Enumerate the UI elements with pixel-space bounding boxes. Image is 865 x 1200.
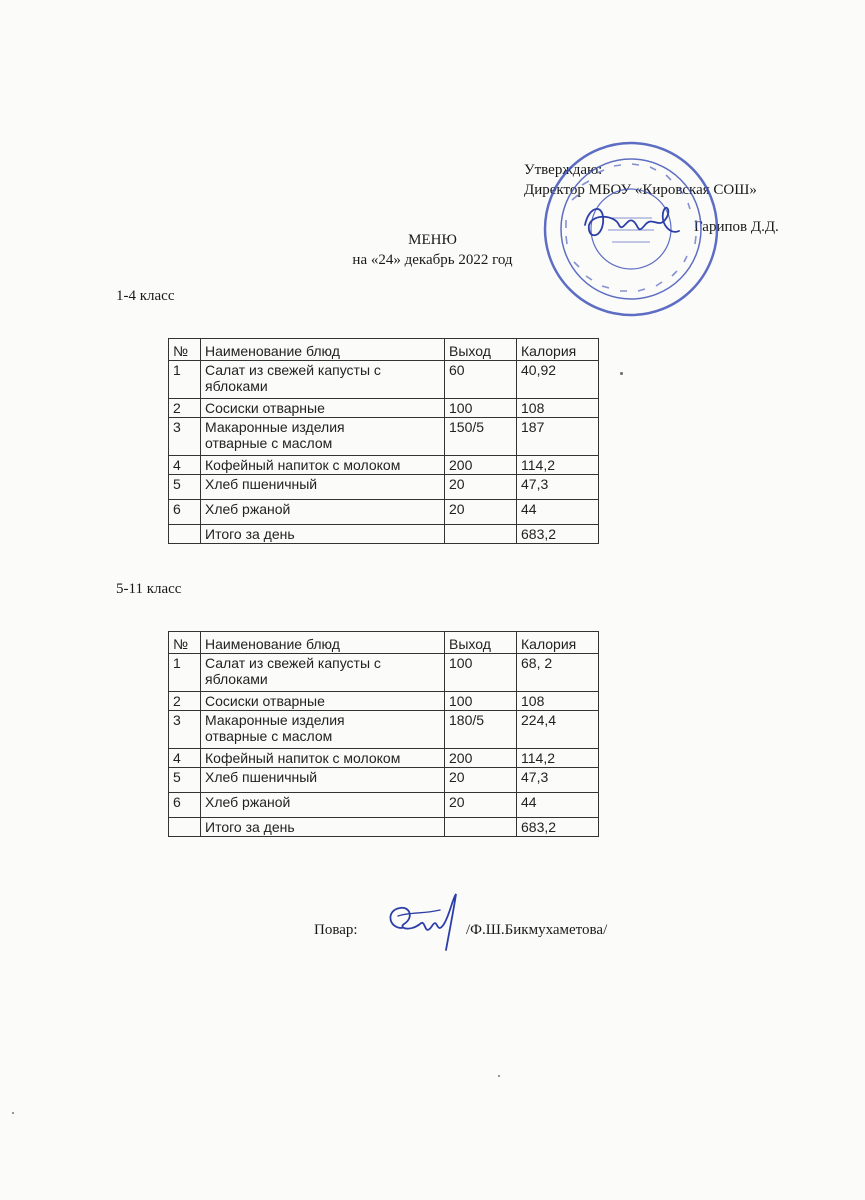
- row-output: 20: [445, 475, 517, 500]
- row-calories: 47,3: [517, 768, 599, 793]
- row-num: 4: [169, 749, 201, 768]
- total-num-cell: [169, 818, 201, 837]
- row-name: Кофейный напиток с молоком: [201, 749, 445, 768]
- header-num: №: [169, 632, 201, 654]
- row-num: 6: [169, 500, 201, 525]
- row-num: 1: [169, 654, 201, 692]
- row-name-line-2: отварные с маслом: [205, 435, 333, 451]
- row-name: Хлеб пшеничный: [201, 768, 445, 793]
- table-row: [169, 500, 599, 525]
- scan-speck: [498, 1075, 500, 1077]
- table-row: [169, 361, 599, 399]
- table-row: [169, 768, 599, 793]
- row-calories: 47,3: [517, 475, 599, 500]
- row-output: 20: [445, 768, 517, 793]
- row-name-line-1: Макаронные изделия: [205, 419, 345, 435]
- row-name: Хлеб ржаной: [201, 793, 445, 818]
- row-calories: 114,2: [517, 456, 599, 475]
- director-name: Гарипов Д.Д.: [694, 219, 779, 235]
- row-name: Кофейный напиток с молоком: [201, 456, 445, 475]
- row-name-line-2: яблоками: [205, 671, 268, 687]
- row-name-line-1: Салат из свежей капусты с: [205, 655, 381, 671]
- row-name: Сосиски отварные: [201, 399, 445, 418]
- total-output-cell: [445, 818, 517, 837]
- row-name: [201, 418, 445, 456]
- row-name: Хлеб пшеничный: [201, 475, 445, 500]
- menu-date: на «24» декабрь 2022 год: [352, 252, 513, 268]
- row-name-line-2: отварные с маслом: [205, 728, 333, 744]
- row-name: Сосиски отварные: [201, 692, 445, 711]
- total-num-cell: [169, 525, 201, 544]
- row-num: 1: [169, 361, 201, 399]
- row-output: 20: [445, 500, 517, 525]
- header-name: Наименование блюд: [201, 339, 445, 361]
- total-label: Итого за день: [201, 818, 445, 837]
- scan-speck: [620, 372, 623, 375]
- menu-table-5-11: [168, 631, 599, 837]
- row-calories: 108: [517, 692, 599, 711]
- scan-speck: [12, 1112, 14, 1114]
- table-header-row: [169, 339, 599, 361]
- row-output: 150/5: [445, 418, 517, 456]
- row-output: 180/5: [445, 711, 517, 749]
- row-num: 5: [169, 768, 201, 793]
- row-calories: 224,4: [517, 711, 599, 749]
- row-calories: 108: [517, 399, 599, 418]
- row-calories: 114,2: [517, 749, 599, 768]
- row-output: 100: [445, 692, 517, 711]
- header-output: Выход: [445, 339, 517, 361]
- header-output: Выход: [445, 632, 517, 654]
- row-name-line-1: Макаронные изделия: [205, 712, 345, 728]
- row-name-line-1: Салат из свежей капусты с: [205, 362, 381, 378]
- row-num: 2: [169, 692, 201, 711]
- row-name: [201, 361, 445, 399]
- header-calories: Калория: [517, 632, 599, 654]
- row-calories: 40,92: [517, 361, 599, 399]
- row-output: 100: [445, 399, 517, 418]
- class-label-5-11: 5-11 класс: [116, 581, 182, 597]
- total-calories: 683,2: [517, 525, 599, 544]
- header-name: Наименование блюд: [201, 632, 445, 654]
- approve-label: Утверждаю:: [524, 162, 603, 178]
- table-row: [169, 475, 599, 500]
- row-calories: 68, 2: [517, 654, 599, 692]
- row-output: 20: [445, 793, 517, 818]
- row-output: 60: [445, 361, 517, 399]
- row-output: 200: [445, 456, 517, 475]
- table-row: [169, 399, 599, 418]
- director-position: Директор МБОУ «Кировская СОШ»: [524, 182, 757, 198]
- row-output: 200: [445, 749, 517, 768]
- row-num: 5: [169, 475, 201, 500]
- header-num: №: [169, 339, 201, 361]
- class-label-1-4: 1-4 класс: [116, 288, 175, 304]
- row-num: 6: [169, 793, 201, 818]
- row-calories: 187: [517, 418, 599, 456]
- table-total-row: [169, 818, 599, 837]
- row-name: [201, 654, 445, 692]
- row-num: 4: [169, 456, 201, 475]
- row-name-line-2: яблоками: [205, 378, 268, 394]
- total-label: Итого за день: [201, 525, 445, 544]
- total-calories: 683,2: [517, 818, 599, 837]
- cook-name: /Ф.Ш.Бикмухаметова/: [466, 922, 608, 938]
- table-row: [169, 711, 599, 749]
- row-output: 100: [445, 654, 517, 692]
- table-row: [169, 654, 599, 692]
- cook-signature-icon: [380, 888, 470, 956]
- row-num: 3: [169, 418, 201, 456]
- table-header-row: [169, 632, 599, 654]
- row-num: 3: [169, 711, 201, 749]
- row-name: Хлеб ржаной: [201, 500, 445, 525]
- total-output-cell: [445, 525, 517, 544]
- table-row: [169, 793, 599, 818]
- row-name: [201, 711, 445, 749]
- row-calories: 44: [517, 793, 599, 818]
- header-calories: Калория: [517, 339, 599, 361]
- table-row: [169, 456, 599, 475]
- cook-label: Повар:: [314, 922, 358, 938]
- row-num: 2: [169, 399, 201, 418]
- menu-heading: МЕНЮ: [408, 232, 457, 248]
- table-total-row: [169, 525, 599, 544]
- table-row: [169, 692, 599, 711]
- menu-table-1-4: [168, 338, 599, 544]
- table-row: [169, 418, 599, 456]
- table-row: [169, 749, 599, 768]
- row-calories: 44: [517, 500, 599, 525]
